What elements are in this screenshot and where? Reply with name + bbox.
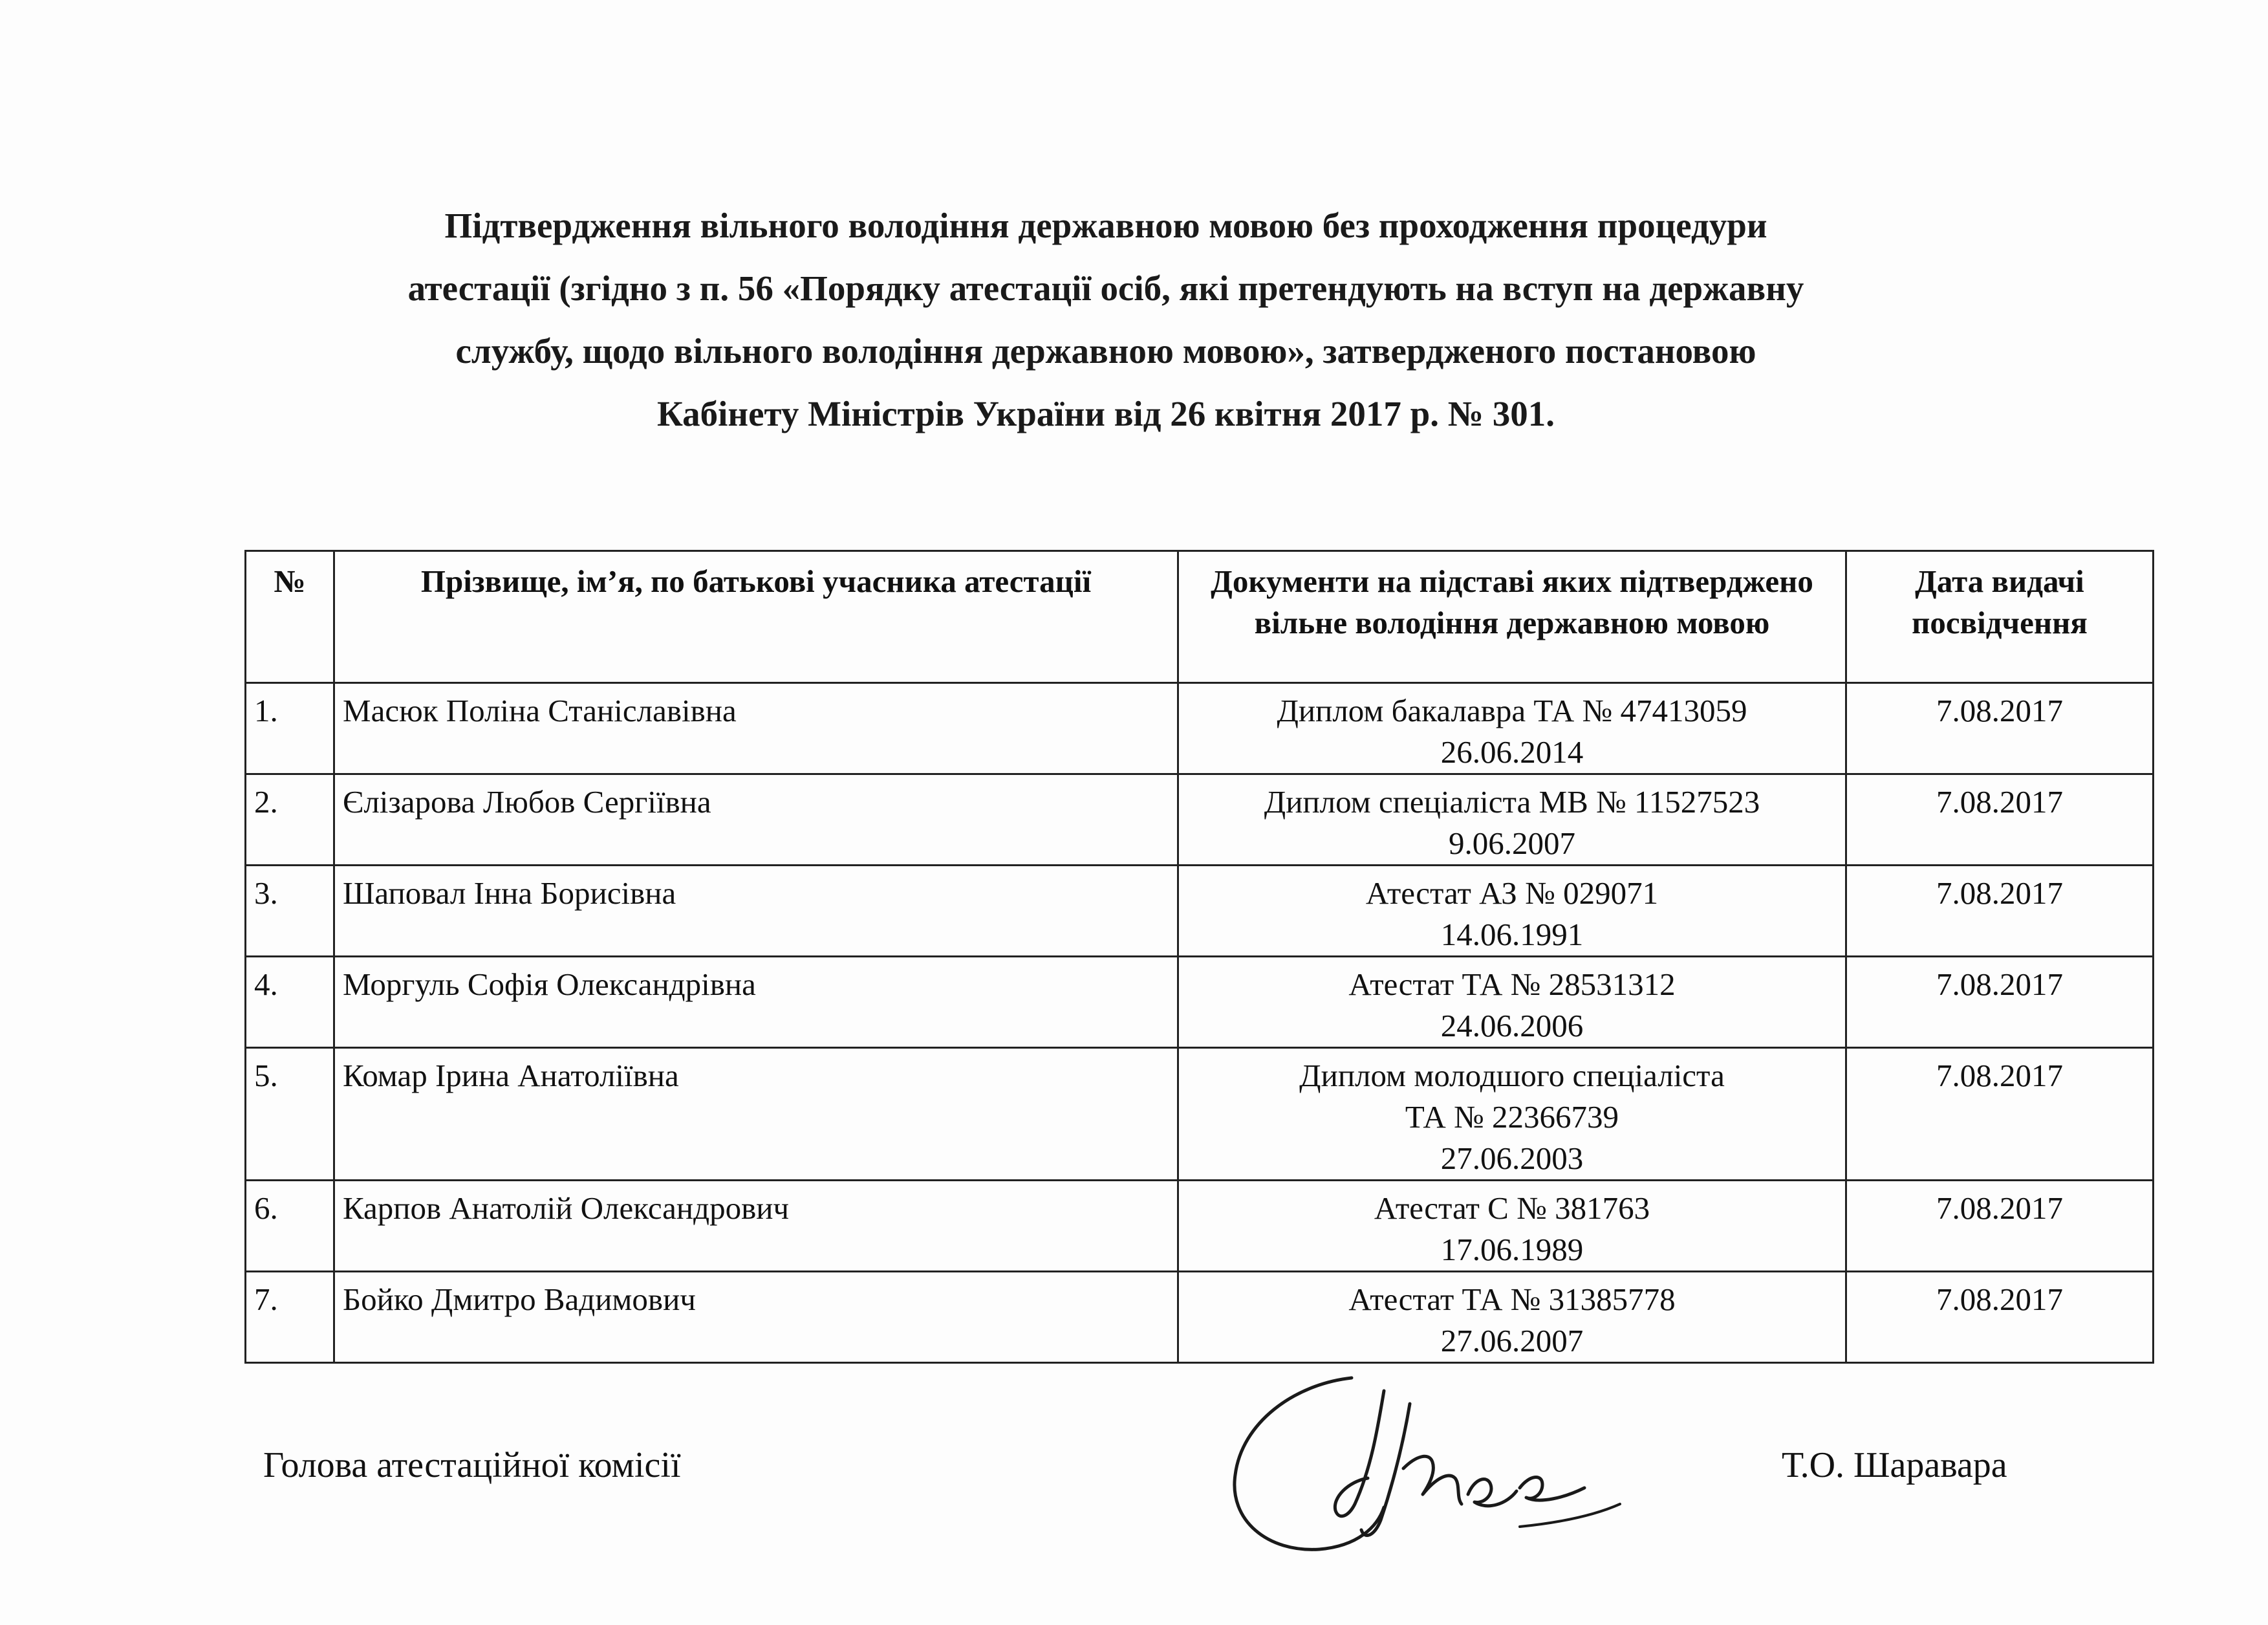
row-number: 2. [246, 774, 334, 866]
participant-name: Комар Ірина Анатоліївна [334, 1048, 1178, 1181]
document-line: Атестат С № 381763 [1374, 1190, 1650, 1226]
document-line: 27.06.2003 [1440, 1140, 1584, 1176]
row-number: 6. [246, 1181, 334, 1272]
issue-date: 7.08.2017 [1846, 866, 2154, 957]
document-line: Атестат ТА № 31385778 [1348, 1281, 1676, 1317]
row-number: 3. [246, 866, 334, 957]
document-line: 27.06.2007 [1440, 1323, 1584, 1358]
title-line-3: службу, щодо вільного володіння державною мовою», затвердженого постановою [455, 331, 1756, 371]
document-line: Атестат ТА № 28531312 [1348, 966, 1676, 1002]
table-row [246, 866, 2154, 957]
signatory-role: Голова атестаційної комісії [263, 1445, 681, 1485]
document-line: Атестат АЗ № 029071 [1365, 875, 1659, 911]
document-info [1178, 683, 1846, 774]
table-row [246, 1181, 2154, 1272]
header-documents: Документи на підставі яких підтверджено вільне володіння державною мовою [1178, 551, 1846, 683]
document-line: Диплом молодшого спеціаліста [1299, 1058, 1725, 1093]
table-row [246, 774, 2154, 866]
participant-name: Єлізарова Любов Сергіївна [334, 774, 1178, 866]
header-number: № [246, 551, 334, 683]
issue-date: 7.08.2017 [1846, 774, 2154, 866]
table-row [246, 683, 2154, 774]
document-line: 9.06.2007 [1449, 825, 1575, 861]
document-info [1178, 774, 1846, 866]
row-number: 1. [246, 683, 334, 774]
document-info [1178, 1048, 1846, 1181]
participant-name: Масюк Поліна Станіславівна [334, 683, 1178, 774]
row-number: 5. [246, 1048, 334, 1181]
participant-name: Бойко Дмитро Вадимович [334, 1272, 1178, 1363]
title-line-4: Кабінету Міністрів України від 26 квітня 2017 р. № 301. [657, 394, 1555, 433]
table-header-row [246, 551, 2154, 683]
header-issue-date: Дата видачі посвідчення [1846, 551, 2154, 683]
issue-date: 7.08.2017 [1846, 1181, 2154, 1272]
document-info [1178, 1181, 1846, 1272]
document-line: 14.06.1991 [1440, 917, 1584, 952]
attestation-table [244, 550, 2154, 1364]
table-row [246, 957, 2154, 1048]
document-line: 26.06.2014 [1440, 734, 1584, 770]
header-full-name: Прізвище, ім’я, по батькові учасника атестації [334, 551, 1178, 683]
document-info [1178, 957, 1846, 1048]
signatory-name: Т.О. Шаравара [1782, 1445, 2007, 1485]
document-title [162, 194, 2050, 445]
table-row [246, 1048, 2154, 1181]
document-line: 17.06.1989 [1440, 1232, 1584, 1267]
table-row [246, 1272, 2154, 1363]
row-number: 7. [246, 1272, 334, 1363]
issue-date: 7.08.2017 [1846, 1048, 2154, 1181]
handwritten-signature [1216, 1365, 1643, 1565]
document-line: ТА № 22366739 [1405, 1099, 1619, 1135]
document-info [1178, 1272, 1846, 1363]
row-number: 4. [246, 957, 334, 1048]
issue-date: 7.08.2017 [1846, 957, 2154, 1048]
title-line-1: Підтвердження вільного володіння державною мовою без проходження процедури [444, 206, 1767, 245]
issue-date: 7.08.2017 [1846, 1272, 2154, 1363]
participant-name: Карпов Анатолій Олександрович [334, 1181, 1178, 1272]
document-info [1178, 866, 1846, 957]
document-line: Диплом спеціаліста МВ № 11527523 [1264, 784, 1760, 820]
document-line: 24.06.2006 [1440, 1008, 1584, 1043]
issue-date: 7.08.2017 [1846, 683, 2154, 774]
document-line: Диплом бакалавра ТА № 47413059 [1277, 693, 1747, 728]
participant-name: Моргуль Софія Олександрівна [334, 957, 1178, 1048]
title-line-2: атестації (згідно з п. 56 «Порядку атестації осіб, які претендують на вступ на державну [407, 268, 1804, 308]
participant-name: Шаповал Інна Борисівна [334, 866, 1178, 957]
